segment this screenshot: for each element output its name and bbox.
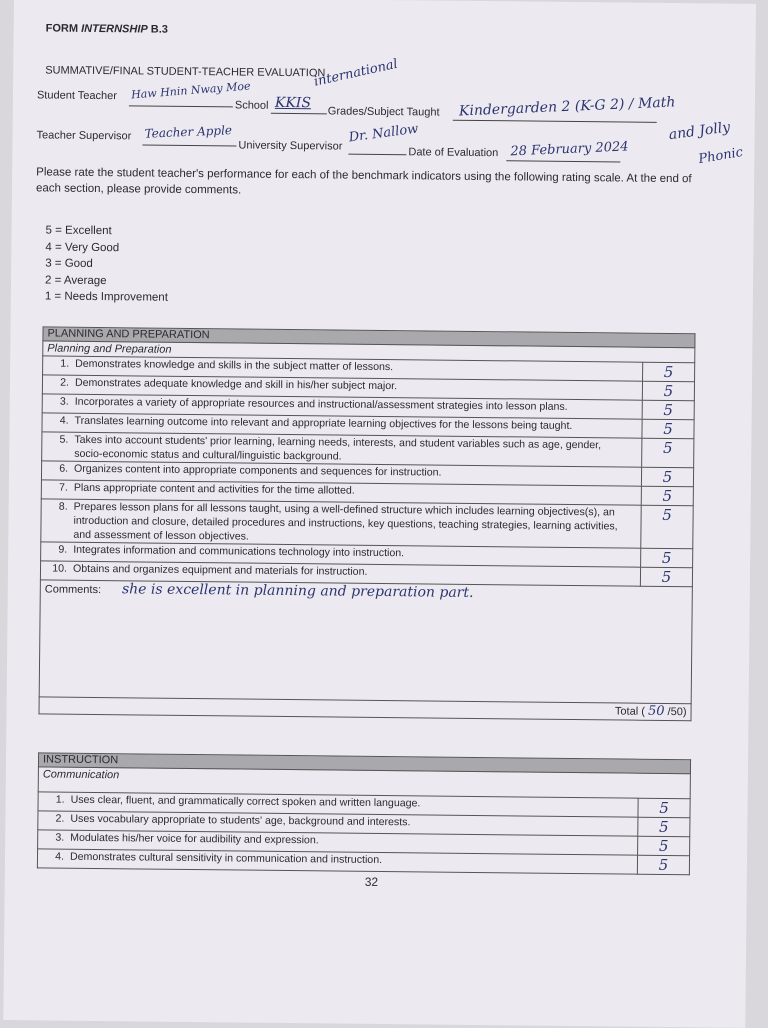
school-label: School — [234, 99, 269, 112]
table-row: 9. Integrates information and communications technology into instruction. 5 — [41, 542, 693, 568]
supervisor-label: Teacher Supervisor — [36, 129, 132, 143]
school-value-line1: international — [312, 56, 400, 90]
table-row: 10. Obtains and organizes equipment and materials for instruction. 5 — [40, 561, 692, 587]
grades-value-line3: Phonic — [697, 144, 745, 168]
item-text: Obtains and organizes equipment and materials for instruction. — [72, 562, 368, 578]
total-score: Total ( 50 /50) — [39, 697, 691, 721]
rating-value: 5 — [638, 798, 690, 818]
comments-label: Comments: — [44, 583, 102, 597]
evaluation-title: SUMMATIVE/FINAL STUDENT-TEACHER EVALUATION — [45, 64, 326, 80]
rating-value: 5 — [641, 505, 693, 549]
rating-scale — [45, 222, 169, 306]
item-text: Integrates information and communications technology into instruction. — [73, 543, 405, 560]
item-text: Demonstrates adequate knowledge and skill in his/her subject major. — [74, 376, 398, 393]
table-row: 3. Modulates his/her voice for audibility and expression. 5 — [38, 830, 690, 856]
table-row: 4. Demonstrates cultural sensitivity in communication and instruction. 5 — [37, 849, 689, 875]
supervisor-value: Teacher Apple — [144, 123, 233, 141]
table-row: 7. Plans appropriate content and activities for the time allotted. 5 — [41, 480, 693, 506]
item-text: Prepares lesson plans for all lessons taught, using a well-defined structure which includes learning objectives(s), an introduction and closure, detailed procedures and instructions, key questions, teaching strategies, learning activities, and assessment of lesson objectives. — [73, 500, 618, 543]
rating-value: 5 — [641, 548, 693, 568]
planning-table — [38, 326, 695, 721]
table-row: 6. Organizes content into appropriate components and sequences for instruction. 5 — [41, 461, 693, 487]
item-text: Modulates his/her voice for audibility and expression. — [70, 831, 319, 847]
rating-value: 5 — [638, 836, 690, 856]
table-row: 4. Translates learning outcome into relevant and appropriate learning objectives for the lessons being taught. 5 — [42, 413, 694, 439]
form-page — [3, 0, 756, 1028]
item-text: Uses clear, fluent, and grammatically correct spoken and written language. — [70, 793, 421, 810]
table-row: 1. Uses clear, fluent, and grammatically correct spoken and written language. 5 — [38, 792, 690, 818]
instruction-table — [37, 752, 691, 875]
table-row: 1. Demonstrates knowledge and skills in the subject matter of lessons. 5 — [43, 356, 695, 382]
total-value: 50 — [647, 703, 665, 719]
comments-value: she is excellent in planning and preparation part. — [121, 581, 474, 601]
instructions: Please rate the student teacher's performance for each of the benchmark indicators using the following rating scale. At the end of each section, please provide comments. — [35, 166, 692, 197]
school-value-line2: KKIS — [274, 94, 312, 112]
rating-value: 5 — [643, 362, 695, 382]
page-number: 32 — [364, 874, 379, 889]
section-title: PLANNING AND PREPARATION — [43, 327, 695, 348]
item-text: Uses vocabulary appropriate to students' age, background and interests. — [70, 812, 411, 829]
rating-value: 5 — [641, 486, 693, 506]
section-title: INSTRUCTION — [38, 753, 690, 774]
table-row: 2. Demonstrates adequate knowledge and skill in his/her subject major. 5 — [42, 375, 694, 401]
scale-item: 2 = Average — [44, 273, 107, 287]
student-teacher-label: Student Teacher — [36, 89, 117, 103]
grades-label: Grades/Subject Taught — [327, 105, 440, 119]
scale-item: 3 = Good — [45, 257, 93, 270]
table-row: 8. Prepares lesson plans for all lessons taught, using a well-defined structure which includes learning objectives(s), an introduction and closure, detailed procedures and instructions, key questions, teaching strategies, learning activities, and assessment of lesson objectives. 5 — [41, 499, 693, 549]
item-text: Plans appropriate content and activities for the time allotted. — [73, 481, 355, 497]
rating-value: 5 — [642, 400, 694, 420]
scale-item: 1 = Needs Improvement — [44, 290, 168, 304]
rating-value: 5 — [642, 419, 694, 439]
table-row: 2. Uses vocabulary appropriate to students' age, background and interests. 5 — [38, 811, 690, 837]
rating-value: 5 — [637, 855, 689, 875]
item-text: Demonstrates cultural sensitivity in communication and instruction. — [69, 850, 383, 867]
rating-value: 5 — [640, 567, 692, 587]
student-teacher-value: Haw Hnin Nway Moe — [130, 79, 251, 102]
scale-item: 4 = Very Good — [45, 240, 120, 254]
grades-value-line2: and Jolly — [667, 119, 732, 144]
grades-value-line1: Kindergarden 2 (K-G 2) / Math — [458, 94, 676, 120]
date-label: Date of Evaluation — [408, 146, 499, 160]
item-text: Takes into account students' prior learning, learning needs, interests, and student variables such as age, gender, socio-economic status and cultural/linguistic background. — [74, 433, 602, 463]
rating-value: 5 — [641, 467, 693, 487]
subsection-title: Planning and Preparation — [43, 341, 695, 363]
rating-value: 5 — [642, 381, 694, 401]
table-row: 5. Takes into account students' prior learning, learning needs, interests, and student variables such as age, gender, socio-economic status and cultural/linguistic background. 5 — [42, 432, 694, 468]
item-text: Demonstrates knowledge and skills in the subject matter of lessons. — [75, 357, 394, 374]
subsection-title: Communication — [38, 767, 690, 799]
university-supervisor-value: Dr. Nallow — [347, 121, 420, 146]
item-text: Incorporates a variety of appropriate resources and instructional/assessment strategies into lesson plans. — [74, 395, 568, 413]
form-code: FORM INTERNSHIP B.3 — [45, 22, 169, 36]
rating-value: 5 — [642, 438, 694, 468]
scale-item: 5 = Excellent — [45, 224, 112, 238]
table-row: 3. Incorporates a variety of appropriate resources and instructional/assessment strategies into lesson plans. 5 — [42, 394, 694, 420]
university-supervisor-label: University Supervisor — [238, 139, 343, 153]
rating-value: 5 — [638, 817, 690, 837]
item-text: Organizes content into appropriate components and sequences for instruction. — [74, 462, 442, 479]
item-text: Translates learning outcome into relevant and appropriate learning objectives for the lessons being taught. — [74, 414, 573, 432]
comments-box — [39, 580, 692, 704]
date-value: 28 February 2024 — [510, 139, 629, 160]
